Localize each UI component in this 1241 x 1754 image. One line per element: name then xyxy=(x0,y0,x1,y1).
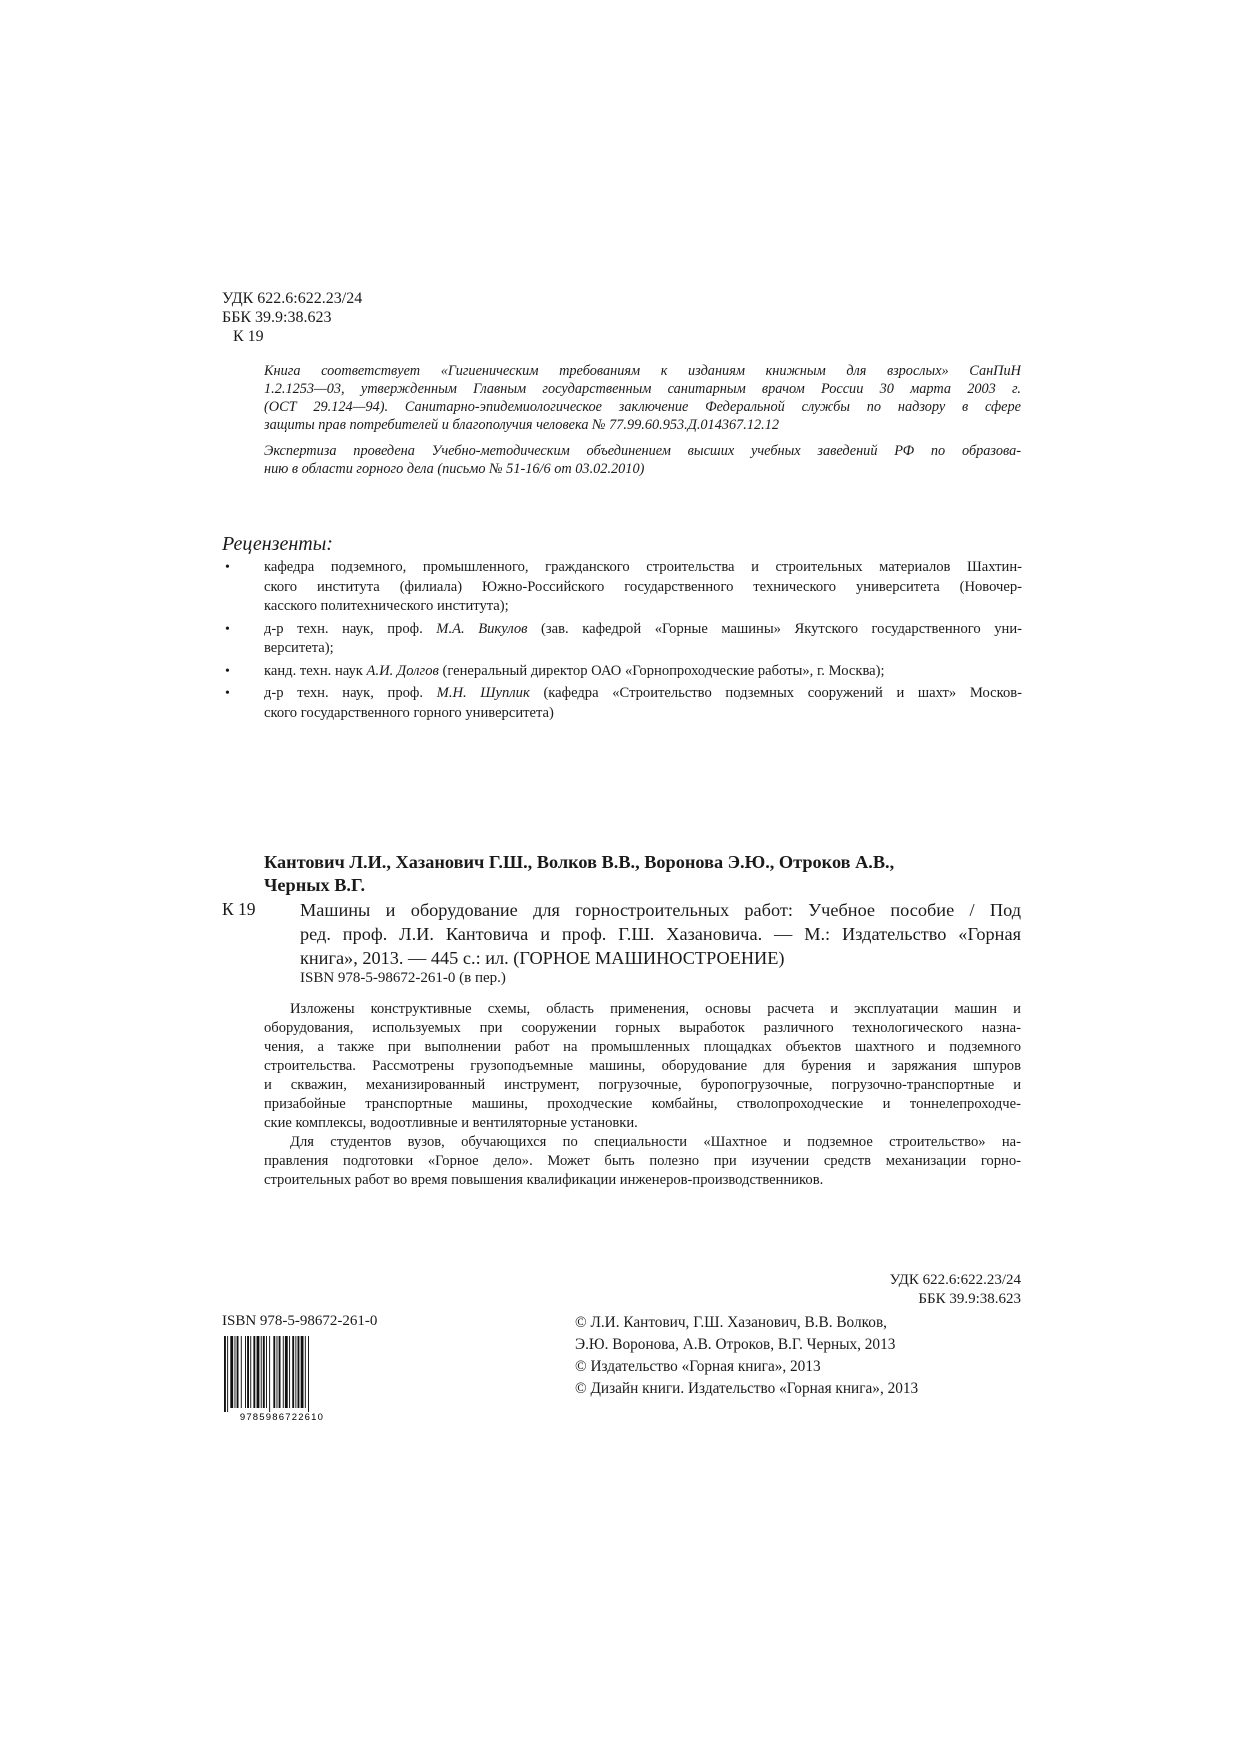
barcode-bar xyxy=(266,1336,267,1408)
barcode-bar xyxy=(295,1336,296,1408)
barcode-bar xyxy=(277,1336,278,1408)
authors-line: Кантович Л.И., Хазанович Г.Ш., Волков В.В., Воронова Э.Ю., Отроков А.В., xyxy=(264,852,895,872)
barcode-bar xyxy=(292,1336,294,1408)
udk-code: УДК 622.6:622.23/24 xyxy=(222,290,363,307)
footer-isbn: ISBN 978-5-98672-261-0 xyxy=(222,1313,378,1329)
footer-codes xyxy=(820,1271,1021,1309)
copyright-line: Э.Ю. Воронова, А.В. Отроков, В.Г. Черных, 2013 xyxy=(575,1336,896,1353)
notice-line: защиты прав потребителей и благополучия человека № 77.99.60.953.Д.014367.12.12 xyxy=(264,417,780,433)
barcode-bar xyxy=(263,1336,265,1408)
authors xyxy=(264,851,1021,897)
expertise-line: Экспертиза проведена Учебно-методическим объединением высших учебных заведений РФ по образова- xyxy=(264,443,1021,459)
annotation-line: ские комплексы, водоотливные и вентиляторные установки. xyxy=(264,1115,638,1131)
barcode-bar xyxy=(230,1336,233,1408)
footer-bbk: ББК 39.9:38.623 xyxy=(918,1291,1021,1307)
notice-line: 1.2.1253—03, утвержденным Главным государственным санитарным врачом России 30 марта 2003 г. xyxy=(264,381,1021,397)
barcode-digits: 9785986722610 xyxy=(239,1412,325,1422)
annotation-line: чения, а также при выполнении работ на промышленных площадках объектов шахтного и подземного xyxy=(264,1039,1021,1055)
notice-line: Книга соответствует «Гигиеническим требованиям к изданиям книжным для взрослых» СанПиН xyxy=(264,363,1021,379)
copyright-line: © Л.И. Кантович, Г.Ш. Хазанович, В.В. Волков, xyxy=(575,1314,887,1331)
reviewer-line: канд. техн. наук А.И. Долгов (генеральный директор ОАО «Горнопроходческие работы», г. Москва); xyxy=(264,662,885,679)
barcode-bar xyxy=(235,1336,236,1408)
title-line: книга», 2013. — 445 с.: ил. (ГОРНОЕ МАШИНОСТРОЕНИЕ) xyxy=(300,948,785,968)
barcode-bar xyxy=(285,1336,288,1408)
reviewer-name: М.Н. Шуплик xyxy=(436,685,530,701)
bullet-icon: • xyxy=(225,663,230,679)
barcode-bar xyxy=(305,1336,306,1408)
bullet-icon: • xyxy=(225,686,230,701)
barcode-icon xyxy=(222,1336,342,1422)
reviewer-item xyxy=(222,684,1022,723)
barcode-bar xyxy=(237,1336,239,1408)
barcode-bar xyxy=(308,1336,309,1412)
annotation-line: строительства. Рассмотрены грузоподъемные машины, оборудование для бурения и заряжания шпуров xyxy=(264,1058,1021,1074)
barcode-bar xyxy=(253,1336,255,1408)
annotation xyxy=(264,1000,1021,1190)
copyright-line: © Дизайн книги. Издательство «Горная книга», 2013 xyxy=(575,1380,919,1397)
annotation-line: Для студентов вузов, обучающихся по специальности «Шахтное и подземное строительство» на- xyxy=(290,1134,1021,1150)
reviewer-line: ского государственного горного университета) xyxy=(264,704,554,721)
annotation-line: оборудования, используемых при сооружении горных выработок различного технологического назна- xyxy=(264,1020,1021,1036)
reviewer-name: А.И. Долгов xyxy=(366,662,439,679)
title-line: ред. проф. Л.И. Кантовича и проф. Г.Ш. Хазановича. — М.: Издательство «Горная xyxy=(300,924,1021,944)
barcode-bar xyxy=(245,1336,246,1408)
bullet-icon: • xyxy=(225,621,230,637)
annotation-line: и скважин, механизированный инструмент, погрузочные, буропогрузочные, погрузочно-транспортные и xyxy=(264,1077,1021,1093)
reviewer-line: касского политехнического института); xyxy=(264,598,509,614)
barcode-bar xyxy=(224,1336,226,1412)
annotation-line: правления подготовки «Горное дело». Может быть полезно при изучении средств механизации горно- xyxy=(264,1153,1021,1169)
reviewer-item xyxy=(222,558,1022,617)
barcode-bar xyxy=(250,1336,251,1408)
barcode-bar xyxy=(247,1336,249,1408)
notice-line: (ОСТ 29.124—94). Санитарно-эпидемиологическое заключение Федеральной службы по надзору в сфере xyxy=(264,399,1021,415)
title-line: Машины и оборудование для горностроительных работ: Учебное пособие / Под xyxy=(300,900,1021,920)
catalog-code: К 19 xyxy=(222,899,256,919)
barcode-bar xyxy=(241,1336,242,1408)
title-entry xyxy=(300,898,1021,970)
expertise-line: нию в области горного дела (письмо № 51-16/6 от 03.02.2010) xyxy=(264,461,645,477)
annotation-line: призабойные транспортные машины, проходческие комбайны, стволопроходческие и тоннелепроходче- xyxy=(264,1096,1021,1112)
reviewers-heading: Рецензенты: xyxy=(222,533,333,555)
hygiene-notice xyxy=(264,362,1021,478)
barcode-bar xyxy=(301,1336,304,1408)
barcode-bars xyxy=(224,1336,309,1412)
copyright-block xyxy=(575,1312,1021,1400)
barcode-bar xyxy=(273,1336,275,1408)
barcode-bar xyxy=(227,1336,228,1412)
reviewer-line: д-р техн. наук, проф. М.Н. Шуплик (кафедра «Строительство подземных сооружений и шахт» Москов- xyxy=(264,685,1022,701)
bullet-icon: • xyxy=(225,560,230,575)
barcode-bar xyxy=(283,1336,284,1408)
copyright-line: © Издательство «Горная книга», 2013 xyxy=(575,1358,821,1375)
isbn-line: ISBN 978-5-98672-261-0 (в пер.) xyxy=(300,970,506,986)
annotation-line: строительных работ во время повышения квалификации инженеров-производственников. xyxy=(264,1172,824,1188)
index-block xyxy=(222,289,362,346)
barcode-bar xyxy=(298,1336,300,1408)
reviewer-line: ского института (филиала) Южно-Российского государственного технического университета (Новочер- xyxy=(264,578,1022,595)
authors-line: Черных В.Г. xyxy=(264,875,366,895)
author-mark: К 19 xyxy=(233,328,264,345)
reviewer-line: кафедра подземного, промышленного, гражданского строительства и строительных материалов Шахтин- xyxy=(264,559,1022,575)
reviewer-item xyxy=(222,662,1022,682)
barcode-bar xyxy=(289,1336,290,1408)
reviewer-item xyxy=(222,620,1022,659)
reviewer-line: д-р техн. наук, проф. М.А. Викулов (зав. кафедрой «Горные машины» Якутского государственного уни- xyxy=(264,620,1022,637)
annotation-line: Изложены конструктивные схемы, область применения, основы расчета и эксплуатации машин и xyxy=(290,1001,1021,1017)
barcode-bar xyxy=(261,1336,262,1408)
barcode-bar xyxy=(257,1336,260,1408)
barcode-bar xyxy=(279,1336,281,1408)
bbk-code: ББК 39.9:38.623 xyxy=(222,309,332,326)
footer-udk: УДК 622.6:622.23/24 xyxy=(889,1272,1021,1288)
barcode-bar xyxy=(269,1336,270,1412)
reviewers-list xyxy=(222,558,1022,726)
reviewer-line: верситета); xyxy=(264,640,334,656)
reviewer-name: М.А. Викулов xyxy=(436,620,528,637)
